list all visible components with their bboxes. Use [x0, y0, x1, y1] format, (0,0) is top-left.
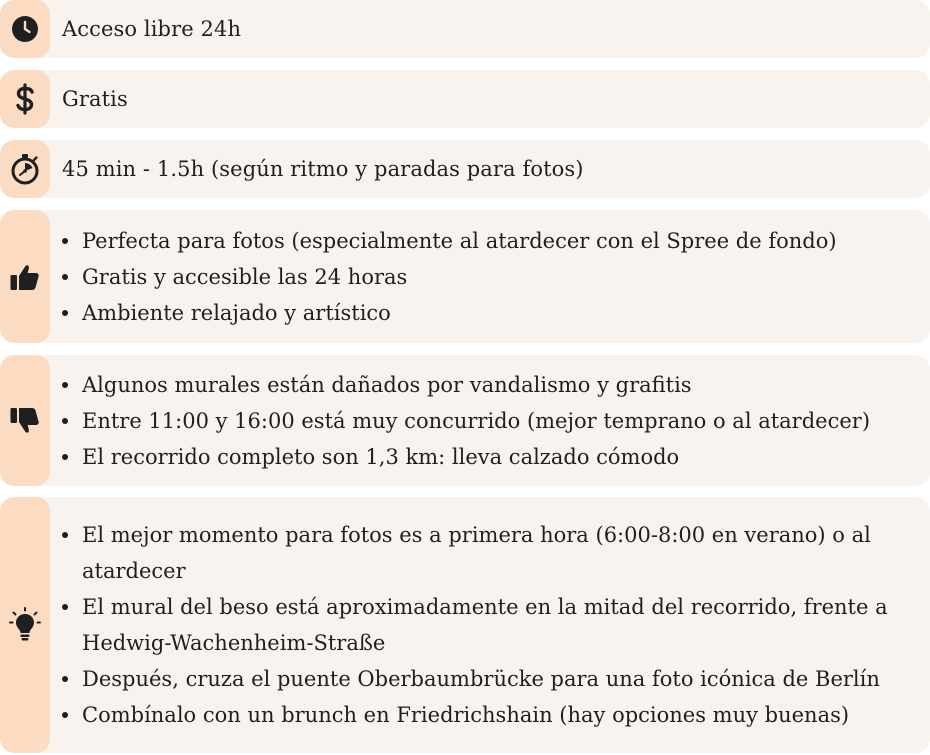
- pros-card: [0, 210, 930, 343]
- list-item: El recorrido completo son 1,3 km: lleva calzado cómodo: [60, 439, 914, 475]
- list-item: Después, cruza el puente Oberbaumbrücke para una foto icónica de Berlín: [60, 661, 914, 697]
- list-item: El mejor momento para fotos es a primera hora (6:00-8:00 en verano) o al atardecer: [60, 517, 914, 589]
- price-icon-cell: [0, 70, 50, 128]
- tips-card: [0, 497, 930, 753]
- hours-card: [0, 0, 930, 58]
- duration-text: 45 min - 1.5h (según ritmo y paradas para fotos): [62, 157, 584, 181]
- thumbs-up-icon: [9, 261, 41, 293]
- hours-text: Acceso libre 24h: [62, 17, 242, 41]
- hours-icon-cell: [0, 0, 50, 58]
- cons-card: [0, 355, 930, 486]
- price-card: [0, 70, 930, 128]
- cons-list: [60, 355, 914, 486]
- tips-list: [60, 497, 914, 753]
- lightbulb-icon: [9, 607, 41, 643]
- list-item: Ambiente relajado y artístico: [60, 295, 914, 331]
- stopwatch-icon: [10, 153, 40, 185]
- duration-card: [0, 140, 930, 198]
- pros-icon-cell: [0, 210, 50, 343]
- list-item: Entre 11:00 y 16:00 está muy concurrido (mejor temprano o al atardecer): [60, 403, 914, 439]
- dollar-icon: [14, 83, 36, 115]
- list-item: Combínalo con un brunch en Friedrichshain (hay opciones muy buenas): [60, 697, 914, 733]
- tips-icon-cell: [0, 497, 50, 753]
- cons-icon-cell: [0, 355, 50, 486]
- pros-list: [60, 210, 914, 343]
- list-item: El mural del beso está aproximadamente en la mitad del recorrido, frente a Hedwig-Wachenheim-Straße: [60, 589, 914, 661]
- price-text: Gratis: [62, 87, 128, 111]
- list-item: Algunos murales están dañados por vandalismo y grafitis: [60, 367, 914, 403]
- thumbs-down-icon: [9, 405, 41, 437]
- duration-icon-cell: [0, 140, 50, 198]
- clock-icon: [11, 15, 39, 43]
- list-item: Gratis y accesible las 24 horas: [60, 259, 914, 295]
- list-item: Perfecta para fotos (especialmente al atardecer con el Spree de fondo): [60, 223, 914, 259]
